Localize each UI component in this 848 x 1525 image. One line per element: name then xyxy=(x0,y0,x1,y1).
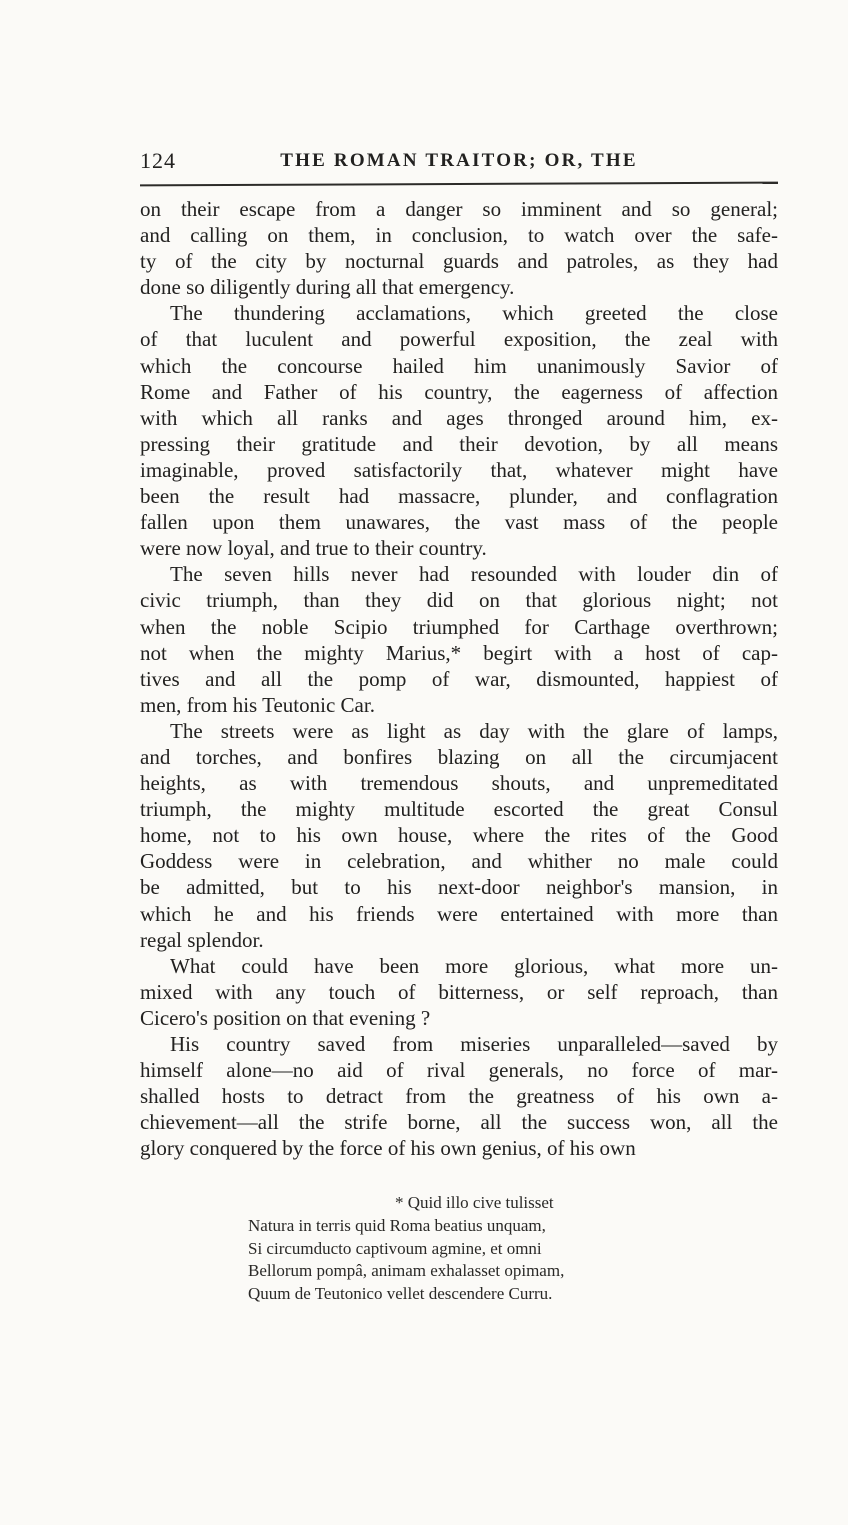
text-line: pressing their gratitude and their devotion, by all means xyxy=(140,431,778,456)
text-line: chievement—all the strife borne, all the success won, all the xyxy=(140,1110,778,1135)
text-line: and calling on them, in conclusion, to watch over the safe- xyxy=(140,223,778,248)
text-line: been the result had massacre, plunder, and conflagration xyxy=(140,484,778,509)
footnote-line: Quum de Teutonico vellet descendere Curru. xyxy=(248,1283,553,1303)
text-line: when the noble Scipio triumphed for Carthage overthrown; xyxy=(140,614,778,639)
text-line: not when the mighty Marius,* begirt with a host of cap- xyxy=(140,640,778,665)
paragraph xyxy=(140,953,778,1031)
text-line: Cicero's position on that evening ? xyxy=(140,1005,431,1030)
text-line: which he and his friends were entertained with more than xyxy=(140,901,778,926)
text-line: and torches, and bonfires blazing on all the circumjacent xyxy=(140,744,778,769)
text-line: Rome and Father of his country, the eagerness of affection xyxy=(140,379,778,404)
text-line: His country saved from miseries unparalleled—saved by xyxy=(170,1032,778,1056)
text-line: The seven hills never had resounded with louder din of xyxy=(170,562,778,587)
text-line: home, not to his own house, where the rites of the Good xyxy=(140,823,778,848)
text-line: What could have been more glorious, what more un- xyxy=(170,953,778,978)
text-line: with which all ranks and ages thronged around him, ex- xyxy=(140,405,778,430)
paragraph xyxy=(140,718,778,953)
text-line: of that luculent and powerful exposition, the zeal with xyxy=(140,327,778,352)
text-line: were now loyal, and true to their country. xyxy=(140,536,487,561)
text-line: men, from his Teutonic Car. xyxy=(140,692,375,717)
running-title: THE ROMAN TRAITOR; OR, THE xyxy=(280,150,638,171)
text-block xyxy=(140,148,778,1305)
footnote-line: Si circumducto captivoum agmine, et omni xyxy=(248,1238,542,1258)
page-number: 124 xyxy=(140,148,176,173)
text-line: Goddess were in celebration, and whither no male could xyxy=(140,849,778,874)
text-line: imaginable, proved satisfactorily that, whatever might have xyxy=(140,457,778,482)
text-line: glory conquered by the force of his own genius, of his own xyxy=(140,1136,636,1161)
text-line: mixed with any touch of bitterness, or self reproach, than xyxy=(140,979,778,1004)
paragraph xyxy=(140,300,778,561)
text-line: fallen upon them unawares, the vast mass of the people xyxy=(140,510,778,535)
text-line: ty of the city by nocturnal guards and patroles, as they had xyxy=(140,249,778,274)
text-line: which the concourse hailed him unanimously Savior of xyxy=(140,353,778,378)
text-line: civic triumph, than they did on that glorious night; not xyxy=(140,588,778,613)
footnote xyxy=(140,1192,778,1305)
paragraph xyxy=(140,561,778,718)
text-line: on their escape from a danger so imminent and so general; xyxy=(140,197,778,221)
footnote-line: Bellorum pompâ, animam exhalasset opimam, xyxy=(248,1261,565,1281)
paragraph xyxy=(140,1031,778,1161)
text-line: be admitted, but to his next-door neighbor's mansion, in xyxy=(140,875,778,900)
paragraph xyxy=(140,196,778,300)
body-text xyxy=(140,196,778,1161)
text-line: tives and all the pomp of war, dismounted, happiest of xyxy=(140,666,778,691)
text-line: shalled hosts to detract from the greatness of his own a- xyxy=(140,1084,778,1109)
page-header xyxy=(140,148,778,176)
text-line: done so diligently during all that emergency. xyxy=(140,275,515,300)
header-rule xyxy=(140,182,778,187)
text-line: The thundering acclamations, which greeted the close xyxy=(170,301,778,326)
text-line: triumph, the mighty multitude escorted the great Consul xyxy=(140,797,778,822)
text-line: himself alone—no aid of rival generals, no force of mar- xyxy=(140,1058,778,1083)
text-line: heights, as with tremendous shouts, and unpremeditated xyxy=(140,771,778,796)
footnote-line: * Quid illo cive tulisset xyxy=(395,1193,554,1213)
footnote-line: Natura in terris quid Roma beatius unquam, xyxy=(248,1216,546,1236)
text-line: The streets were as light as day with the glare of lamps, xyxy=(170,718,778,743)
text-line: regal splendor. xyxy=(140,927,264,952)
